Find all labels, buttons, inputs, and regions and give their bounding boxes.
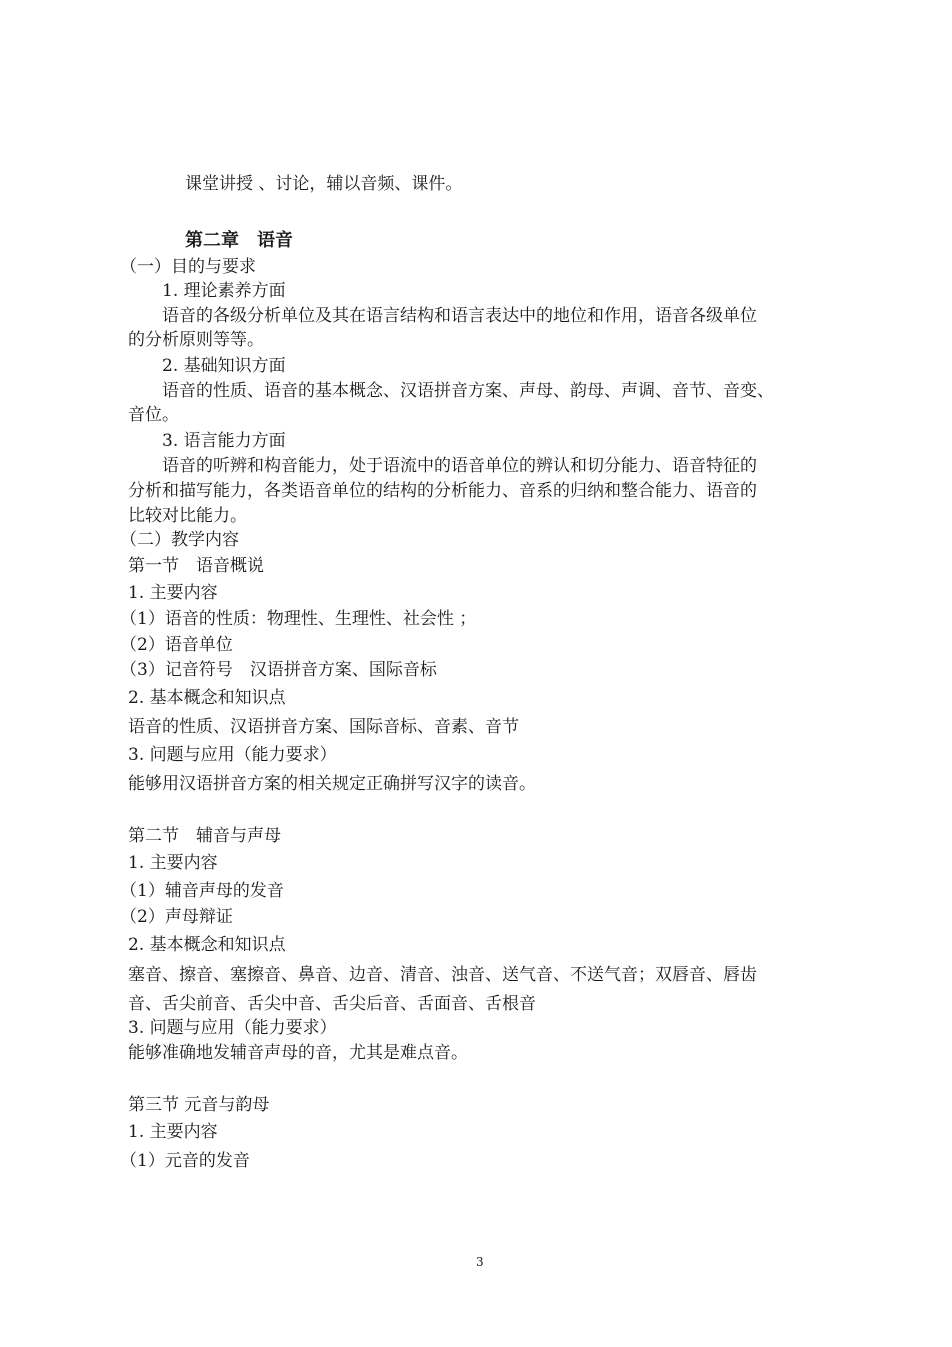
goal-item-3-text-cont-2: 比较对比能力。 bbox=[128, 506, 247, 526]
goal-item-2-text: 语音的性质、语音的基本概念、汉语拼音方案、声母、韵母、声调、音节、音变、 bbox=[162, 381, 774, 401]
goal-item-1-text: 语音的各级分析单位及其在语言结构和语言表达中的地位和作用，语音各级单位 bbox=[162, 306, 757, 326]
lesson-2-apply-title: 3. 问题与应用（能力要求） bbox=[128, 1018, 337, 1038]
section-heading-content: （二）教学内容 bbox=[120, 530, 239, 550]
lesson-1-concepts-text: 语音的性质、汉语拼音方案、国际音标、音素、音节 bbox=[128, 717, 519, 737]
teaching-method-line: 课堂讲授 、讨论，辅以音频、课件。 bbox=[185, 174, 463, 194]
lesson-2-concepts-text: 塞音、擦音、塞擦音、鼻音、边音、清音、浊音、送气音、不送气音；双唇音、唇齿 bbox=[128, 965, 757, 985]
lesson-2-apply-text: 能够准确地发辅音声母的音，尤其是难点音。 bbox=[128, 1043, 468, 1063]
goal-item-2-text-cont: 音位。 bbox=[128, 405, 179, 425]
lesson-1-main-item: （2）语音单位 bbox=[120, 635, 233, 655]
goal-item-3-text: 语音的听辨和构音能力，处于语流中的语音单位的辨认和切分能力、语音特征的 bbox=[162, 456, 757, 476]
lesson-2-main-item: （1）辅音声母的发音 bbox=[120, 881, 284, 901]
goal-item-1-text-cont: 的分析原则等等。 bbox=[128, 330, 264, 350]
lesson-1-main-title: 1. 主要内容 bbox=[128, 583, 218, 603]
lesson-1-main-item: （3）记音符号 汉语拼音方案、国际音标 bbox=[120, 660, 437, 680]
lesson-2-concepts-title: 2. 基本概念和知识点 bbox=[128, 935, 286, 955]
lesson-3-title: 第三节 元音与韵母 bbox=[128, 1095, 270, 1115]
lesson-3-main-item: （1）元音的发音 bbox=[120, 1151, 250, 1171]
goal-item-3-text-cont: 分析和描写能力，各类语音单位的结构的分析能力、音系的归纳和整合能力、语音的 bbox=[128, 481, 757, 501]
goal-item-2-title: 2. 基础知识方面 bbox=[162, 356, 286, 376]
lesson-1-concepts-title: 2. 基本概念和知识点 bbox=[128, 688, 286, 708]
lesson-2-title: 第二节 辅音与声母 bbox=[128, 826, 281, 846]
page-number: 3 bbox=[476, 1255, 484, 1269]
lesson-1-apply-title: 3. 问题与应用（能力要求） bbox=[128, 745, 337, 765]
lesson-3-main-title: 1. 主要内容 bbox=[128, 1122, 218, 1142]
goal-item-1-title: 1. 理论素养方面 bbox=[162, 281, 286, 301]
lesson-2-main-item: （2）声母辩证 bbox=[120, 907, 233, 927]
section-heading-goals: （一）目的与要求 bbox=[120, 257, 256, 277]
lesson-1-main-item: （1）语音的性质：物理性、生理性、社会性 ； bbox=[120, 609, 477, 629]
lesson-1-title: 第一节 语音概说 bbox=[128, 556, 264, 576]
lesson-2-concepts-text-cont: 音、舌尖前音、舌尖中音、舌尖后音、舌面音、舌根音 bbox=[128, 994, 536, 1014]
lesson-1-apply-text: 能够用汉语拼音方案的相关规定正确拼写汉字的读音。 bbox=[128, 774, 536, 794]
goal-item-3-title: 3. 语言能力方面 bbox=[162, 431, 286, 451]
lesson-2-main-title: 1. 主要内容 bbox=[128, 853, 218, 873]
chapter-title: 第二章 语音 bbox=[185, 230, 293, 251]
